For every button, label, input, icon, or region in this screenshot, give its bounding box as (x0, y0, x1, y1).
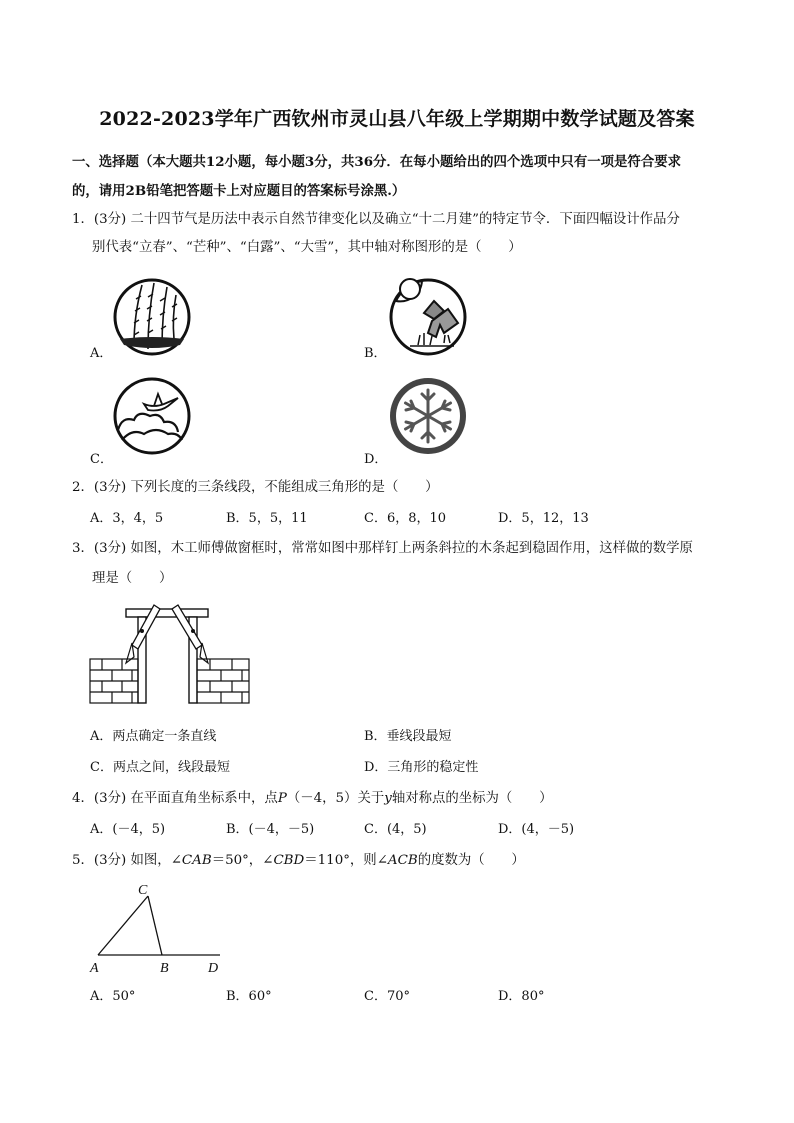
question-5 (72, 847, 742, 875)
q3-option-d: D．三角形的稳定性 (364, 760, 479, 775)
label-d: D (208, 961, 219, 976)
q2-option-b: B．5，5，11 (226, 511, 308, 526)
window-frame-figure (88, 603, 252, 703)
q4-var-y: y (384, 791, 392, 806)
q5-option-a: A．50° (90, 989, 136, 1004)
q5-text-d: 的度数为（ ） (417, 853, 525, 868)
q2-option-c: C．6，8，10 (364, 511, 447, 526)
q5-angle-cab: CAB (181, 853, 212, 868)
q4-option-b: B．(－4，－5) (226, 822, 315, 837)
q1-option-a: A． (90, 346, 113, 361)
q2-option-a: A．3，4，5 (90, 511, 164, 526)
q3-option-c: C．两点之间，线段最短 (90, 760, 230, 775)
triangle-figure (86, 880, 236, 975)
figure-c-bailu (112, 374, 192, 458)
figure-a-lichun (112, 275, 192, 359)
section-line-1: 一、选择题（本大题共12小题，每小题3分，共36分．在每小题给出的四个选项中只有一项是符合要求 (72, 154, 681, 170)
q4-var-p: P (277, 791, 287, 806)
q4-text-a: 4．(3分) 在平面直角坐标系中，点 (72, 791, 278, 806)
q4-text-b: （－4，5）关于 (286, 791, 385, 806)
label-c: C (138, 883, 148, 898)
q4-option-a: A．(－4，5) (90, 822, 166, 837)
question-2: 2．(3分) 下列长度的三条线段，不能组成三角形的是（ ） (72, 480, 439, 495)
question-3-line-2: 理是（ ） (92, 571, 173, 586)
q5-option-d: D．80° (498, 989, 545, 1004)
question-1-line-2: 别代表“立春”、“芒种”、“白露”、“大雪”，其中轴对称图形的是（ ） (92, 240, 522, 255)
question-1-line-1: 1．(3分) 二十四节气是历法中表示自然节律变化以及确立“十二月建”的特定节令．下面四幅设计作品分 (72, 212, 680, 227)
q4-option-d: D．(4，－5) (498, 822, 575, 837)
page-title: 2022-2023学年广西钦州市灵山县八年级上学期期中数学试题及答案 (99, 108, 695, 130)
q4-text-c: 轴对称点的坐标为（ ） (391, 791, 553, 806)
figure-d-daxue (388, 374, 468, 458)
q5-text-c: ＝110°，则∠ (304, 853, 388, 868)
q5-option-c: C．70° (364, 989, 410, 1004)
question-3-line-1: 3．(3分) 如图，木工师傅做窗框时，常常如图中那样钉上两条斜拉的木条起到稳固作用，这样做的数学原 (72, 541, 693, 556)
label-a: A (90, 961, 99, 976)
q3-option-a: A．两点确定一条直线 (90, 729, 217, 744)
label-b: B (160, 961, 169, 976)
q2-option-d: D．5，12，13 (498, 511, 589, 526)
q5-angle-cbd: CBD (273, 853, 305, 868)
q1-option-d: D． (364, 452, 388, 467)
q5-text-a: 5．(3分) 如图，∠ (72, 853, 182, 868)
section-heading (72, 148, 732, 206)
q1-option-b: B． (364, 346, 387, 361)
q4-option-c: C．(4，5) (364, 822, 427, 837)
q3-option-b: B．垂线段最短 (364, 729, 452, 744)
section-line-2: 的，请用2B铅笔把答题卡上对应题目的答案标号涂黑.） (72, 183, 406, 199)
figure-b-mangzhong (388, 275, 468, 359)
q5-option-b: B．60° (226, 989, 272, 1004)
q1-option-c: C． (90, 452, 113, 467)
question-4 (72, 785, 742, 813)
q5-text-b: ＝50°，∠ (211, 853, 274, 868)
q5-angle-acb: ACB (387, 853, 418, 868)
